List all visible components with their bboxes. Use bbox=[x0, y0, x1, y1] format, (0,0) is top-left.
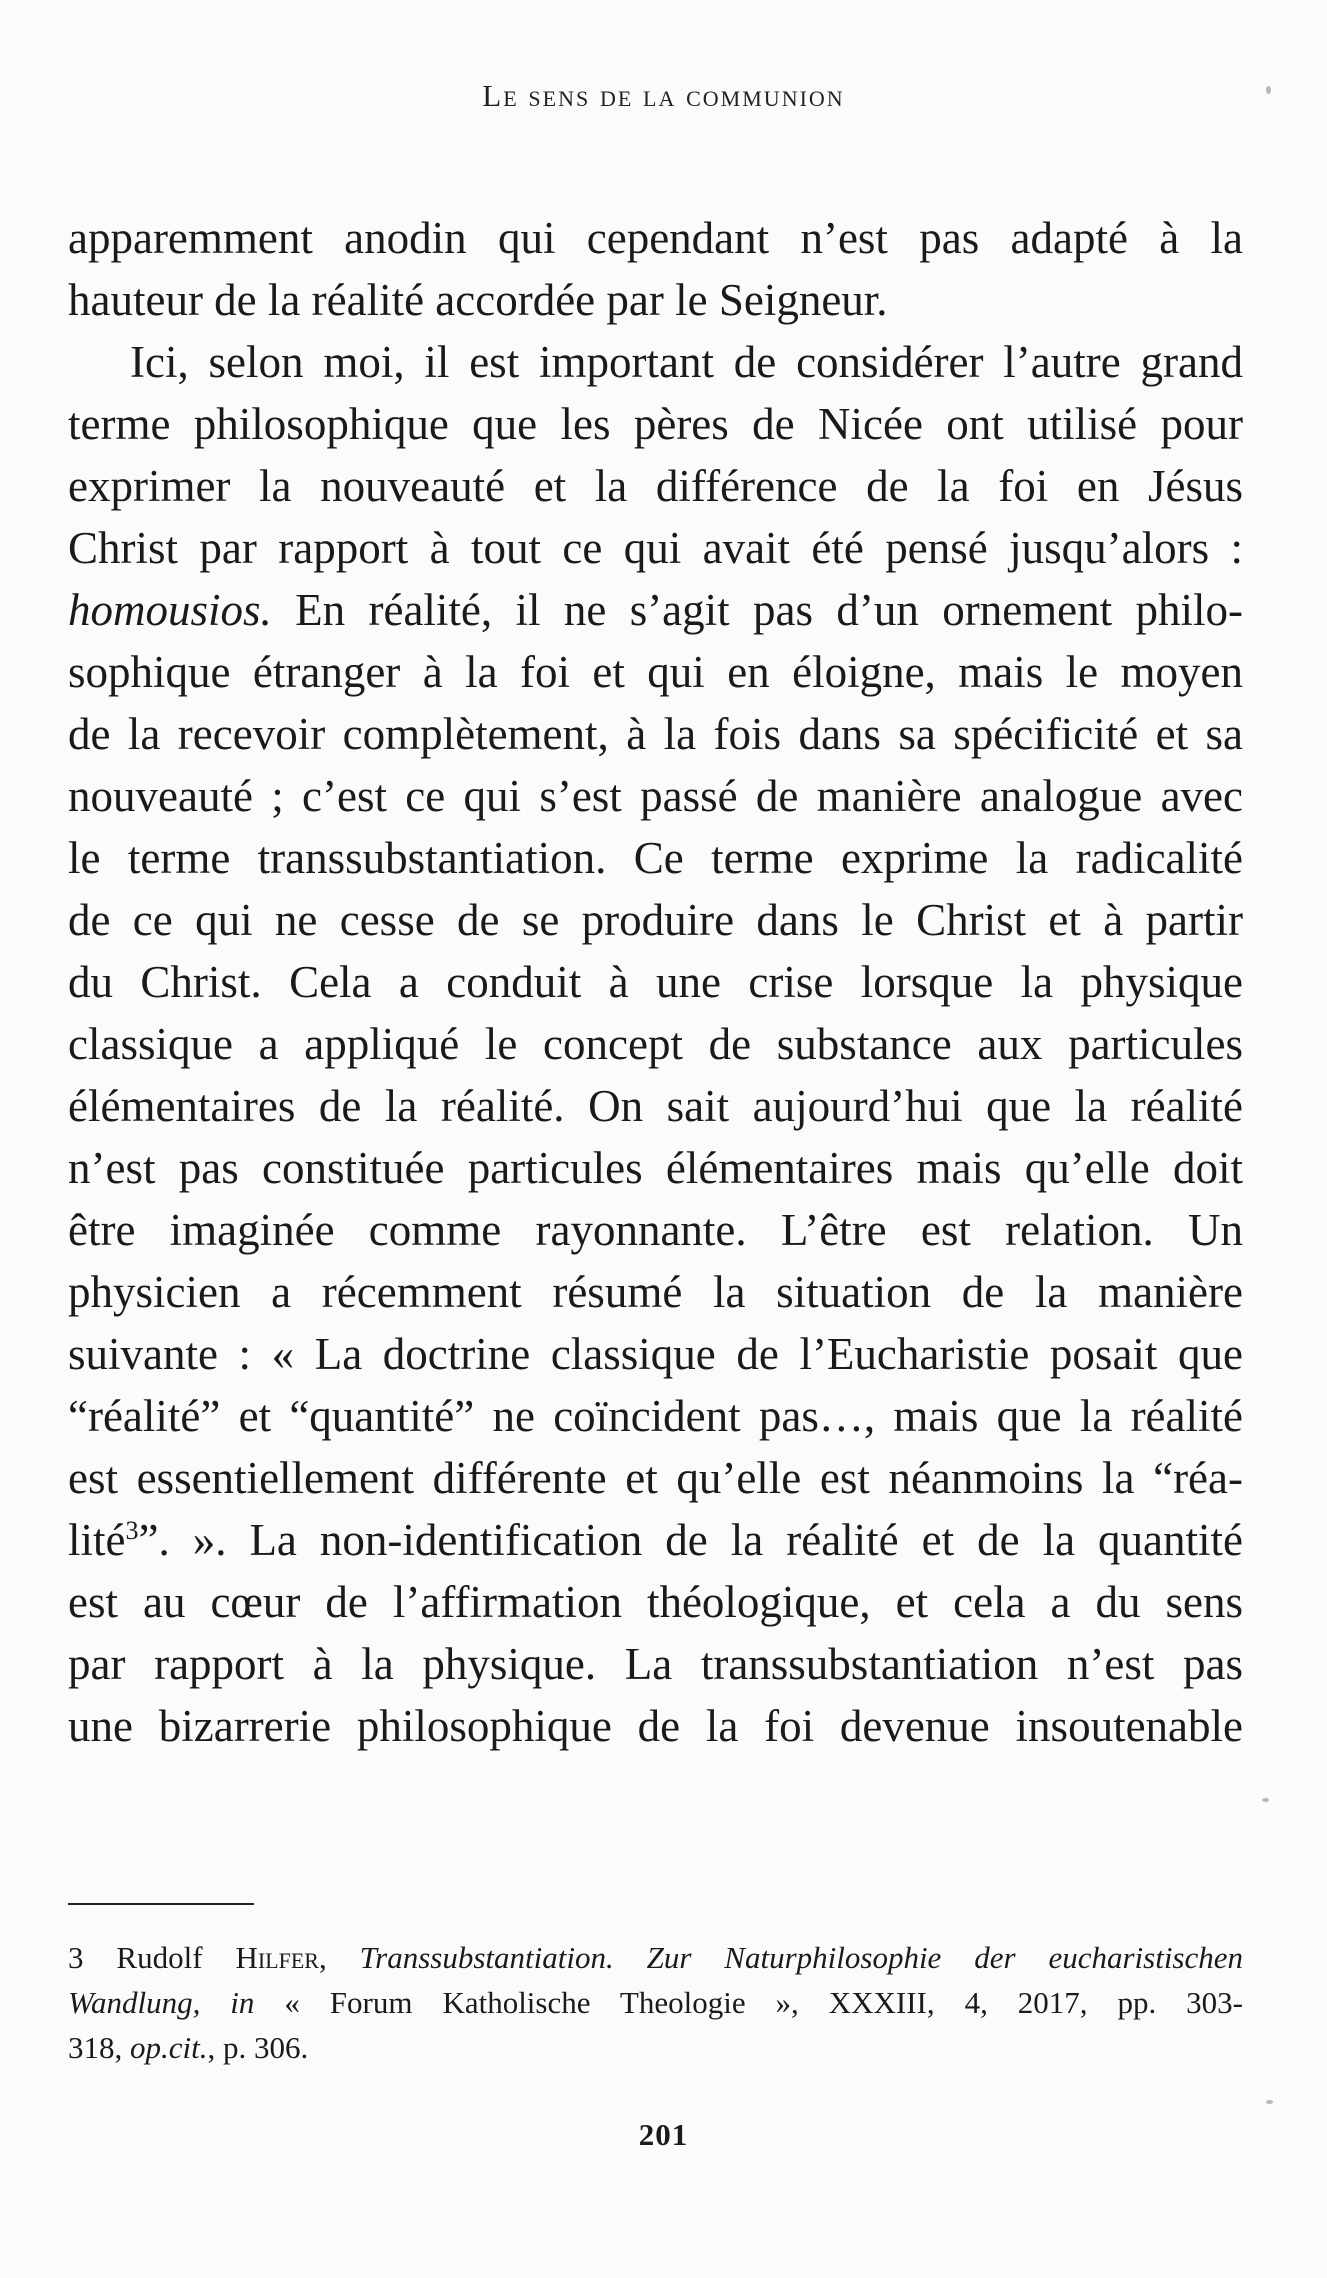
text-line: de ce qui ne cesse de se produire dans le Christ et à partir bbox=[68, 895, 1243, 945]
footnote-line bbox=[68, 2025, 1243, 2070]
text-line: par rapport à la physique. La transsubstantiation n’est pas bbox=[68, 1639, 1243, 1689]
text-line: nouveauté ; c’est ce qui s’est passé de manière analogue avec bbox=[68, 771, 1243, 821]
footnote-pages: 318, bbox=[68, 2030, 130, 2065]
paper-speck bbox=[1262, 1798, 1269, 1802]
footnote bbox=[68, 1935, 1243, 2070]
footnote-title-cont: Wandlung, in bbox=[68, 1985, 255, 2020]
footnote-ref: 3 bbox=[125, 1516, 139, 1545]
text-line: Christ par rapport à tout ce qui avait été pensé jusqu’alors : bbox=[68, 523, 1243, 573]
text-line: être imaginée comme rayonnante. L’être est relation. Un bbox=[68, 1205, 1243, 1255]
text-line: classique a appliqué le concept de substance aux particules bbox=[68, 1019, 1243, 1069]
text-fragment: lité bbox=[68, 1515, 126, 1565]
footnote-line bbox=[68, 1980, 1243, 2025]
text-line: le terme transsubstantiation. Ce terme exprime la radicalité bbox=[68, 833, 1243, 883]
paper-speck bbox=[1266, 86, 1271, 94]
text-line: est au cœur de l’affirmation théologique, et cela a du sens bbox=[68, 1577, 1243, 1627]
text-line: Ici, selon moi, il est important de considérer l’autre grand bbox=[130, 337, 1243, 387]
footnote-author-first: Rudolf bbox=[116, 1940, 203, 1975]
text-line: élémentaires de la réalité. On sait aujourd’hui que la réalité bbox=[68, 1081, 1243, 1131]
text-line: sophique étranger à la foi et qui en éloigne, mais le moyen bbox=[68, 647, 1243, 697]
text-fragment: ”. ». La non-identification de la réalité et de la quantité bbox=[138, 1515, 1243, 1565]
text-line: apparemment anodin qui cependant n’est pas adapté à la bbox=[68, 213, 1243, 263]
footnote-op-cit: op.cit. bbox=[130, 2030, 208, 2065]
footnote-journal: « Forum Katholische Theologie », XXXIII, 4, 2017, pp. 303- bbox=[254, 1985, 1243, 2020]
footnote-number: 3 bbox=[68, 1940, 84, 1975]
text-line bbox=[68, 579, 1243, 641]
text-line: de la recevoir complètement, à la fois dans sa spécificité et sa bbox=[68, 709, 1243, 759]
text-line: physicien a récemment résumé la situation de la manière bbox=[68, 1267, 1243, 1317]
text-line: une bizarrerie philosophique de la foi devenue insoutenable bbox=[68, 1701, 1243, 1751]
page-number: 201 bbox=[638, 2117, 689, 2152]
text-line: est essentiellement différente et qu’elle est néanmoins la “réa- bbox=[68, 1453, 1243, 1503]
footnote-page-ref: , p. 306. bbox=[207, 2030, 309, 2065]
text-fragment: En réalité, il ne s’agit pas d’un ornement philo- bbox=[271, 585, 1243, 635]
footnote-line: 3 Rudolf Hilfer, Transsubstantiation. Zur Naturphilosophie der eucharistischen bbox=[68, 1940, 1243, 1975]
text-line: exprimer la nouveauté et la différence de la foi en Jésus bbox=[68, 461, 1243, 511]
footnote-author-last: Hilfer bbox=[235, 1940, 319, 1975]
text-line: “réalité” et “quantité” ne coïncident pas…, mais que la réalité bbox=[68, 1391, 1243, 1441]
text-line bbox=[68, 1509, 1243, 1571]
text-line: hauteur de la réalité accordée par le Seigneur. bbox=[68, 275, 888, 325]
text-line: du Christ. Cela a conduit à une crise lorsque la physique bbox=[68, 957, 1243, 1007]
footnote-title: Transsubstantiation. Zur Naturphilosophie der eucharistischen bbox=[359, 1940, 1243, 1975]
paper-speck bbox=[1266, 2100, 1273, 2104]
running-head: Le sens de la communion bbox=[482, 78, 845, 113]
text-line: terme philosophique que les pères de Nicée ont utilisé pour bbox=[68, 399, 1243, 449]
text-line: n’est pas constituée particules élémentaires mais qu’elle doit bbox=[68, 1143, 1243, 1193]
text-line: suivante : « La doctrine classique de l’Eucharistie posait que bbox=[68, 1329, 1243, 1379]
term-homousios: homousios. bbox=[68, 585, 272, 635]
footnote-rule bbox=[68, 1903, 254, 1905]
body-text bbox=[68, 207, 1243, 1757]
